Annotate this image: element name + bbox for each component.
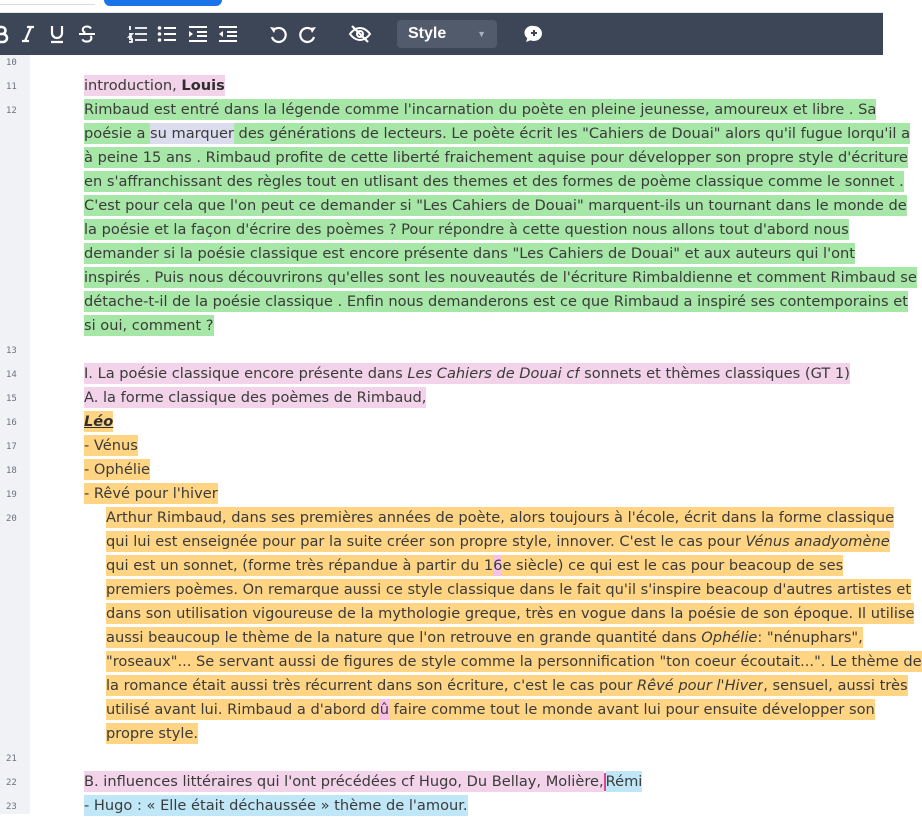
outdent-icon[interactable]: [218, 22, 238, 46]
paragraph-line: [106, 578, 911, 602]
subsection-heading: [84, 770, 642, 794]
line-number: 19: [6, 490, 17, 500]
intro-line: [84, 218, 849, 242]
intro-line-text: poésie a: [84, 125, 151, 142]
style-dropdown[interactable]: [397, 20, 497, 48]
subsection-heading-text: B. influences littéraires qui l'ont précédées cf Hugo, Du Bellay, Molière,: [84, 773, 604, 790]
intro-line-text: Rimbaud est entré dans la légende comme l'incarnation du poète en pleine jeunesse, amoureux et libre . Sa: [84, 101, 877, 118]
intro-heading-text: introduction,: [84, 77, 182, 94]
selected-text: su marquer: [150, 125, 234, 142]
paragraph-line-text: la romance était aussi très récurrent dans son écriture, c'est le cas pour: [106, 677, 638, 694]
intro-line-text: détache-t-il de la poésie classique . Enfin nous demanderons est ce que Rimbaud a inspiré ses contemporains et: [84, 293, 908, 310]
paragraph-line-text: Arthur Rimbaud, dans ses premières années de poète, alors toujours à l'école, écrit dans la forme classique: [106, 509, 895, 526]
intro-line: [84, 170, 904, 194]
paragraph-line: [106, 530, 890, 554]
paragraph-line: [106, 698, 875, 722]
bold-icon[interactable]: [0, 22, 10, 46]
paragraph-line: [106, 722, 198, 746]
list-item: [84, 434, 138, 458]
intro-line: [84, 242, 855, 266]
chevron-down-icon: ▼: [477, 29, 486, 39]
paragraph-line-text: utilisé avant lui. Rimbaud a d'abord d: [106, 701, 380, 718]
italic-icon[interactable]: [20, 22, 36, 46]
intro-line: [84, 122, 910, 146]
paragraph-line: [106, 554, 843, 578]
line-number: 10: [6, 58, 17, 68]
line-number: 12: [6, 106, 17, 116]
line-number: 15: [6, 394, 17, 404]
line-number: 11: [6, 82, 17, 92]
intro-line-text: la poésie et la façon d'écrire des poèmes ? Pour répondre à cette question nous allons tout d'abord nous: [84, 221, 849, 238]
paragraph-line-text: premiers poèmes. On remarque aussi ce style classique dans le fait qu'il s'inspire beacoup d'autres artistes et: [106, 581, 912, 598]
list-item: [84, 482, 218, 506]
line-number: 23: [6, 802, 17, 812]
section-heading-text: I. La poésie classique encore présente dans: [84, 365, 408, 382]
paragraph-line-text: qui est un sonnet, (forme très répandue à partir du 1: [106, 557, 494, 574]
intro-line: [84, 98, 876, 122]
undo-icon[interactable]: [268, 22, 288, 46]
line-number: 13: [6, 346, 17, 356]
style-dropdown-label: Style: [408, 25, 447, 42]
intro-line-text: en s'affranchissant des règles tout en utlisant des themes et des formes de poème classique comme le sonnet .: [84, 173, 904, 190]
intro-line: [84, 290, 908, 314]
comment-highlight: û: [379, 701, 390, 718]
strikethrough-icon[interactable]: [78, 22, 96, 46]
paragraph-line-text: faire comme tout le monde avant lui pour ensuite développer son: [389, 701, 875, 718]
line-number: 17: [6, 442, 17, 452]
paragraph-line: [106, 602, 914, 626]
line-number-gutter: [0, 55, 30, 814]
line-number: 16: [6, 418, 17, 428]
list-item: [84, 458, 150, 482]
intro-line-text: demander si la poésie classique est encore présente dans "Les Cahiers de Douai" et aux auteurs qui l'ont: [84, 245, 856, 262]
title-italic: Ophélie: [701, 629, 758, 646]
line-number: 21: [6, 754, 17, 764]
intro-line-text: à peine 15 ans . Rimbaud profite de cette liberté fraichement aquise pour développer son propre style d'écriture: [84, 149, 908, 166]
subsection-heading-text: A. la forme classique des poèmes de Rimbaud,: [84, 389, 427, 406]
list-item-text: - Vénus: [84, 437, 138, 454]
paragraph-line: [106, 506, 894, 530]
browser-top-strip: [0, 0, 883, 13]
ordered-list-icon[interactable]: [128, 22, 148, 46]
intro-line: [84, 146, 908, 170]
intro-line-text: si oui, comment ?: [84, 317, 214, 334]
intro-line-text: des générations de lecteurs. Le poète écrit les "Cahiers de Douai" alors qu'il fugue lorqu'il a: [233, 125, 911, 142]
author-tag: Louis: [181, 77, 225, 94]
intro-line: [84, 314, 214, 338]
line-number: 22: [6, 778, 17, 788]
paragraph-line-text: , sensuel, aussi très: [763, 677, 908, 694]
indent-icon[interactable]: [188, 22, 208, 46]
eye-off-icon[interactable]: [348, 22, 372, 46]
intro-line: [84, 266, 917, 290]
paragraph-line-text: dans son utilisation vigoureuse de la mythologie greque, très en vogue dans la poésie de son époque. Il utilise: [106, 605, 915, 622]
paragraph-line: [106, 626, 863, 650]
list-item-text: - Hugo: [84, 797, 133, 814]
comment-highlight: 6: [493, 557, 503, 574]
line-number: 14: [6, 370, 17, 380]
author-tag: Rémi: [605, 773, 643, 790]
paragraph-line-text: e siècle) ce qui est le cas pour beacoup de ses: [502, 557, 844, 574]
list-item-text: : « Elle était déchaussée » thème de l'amour.: [132, 797, 468, 814]
top-divider: [0, 0, 95, 5]
intro-line-text: C'est pour cela que l'on peut ce demander si "Les Cahiers de Douai" marquent-ils un tournant dans le monde de: [84, 197, 907, 214]
section-heading-text: sonnets et thèmes classiques (GT 1): [579, 365, 850, 382]
active-tab-indicator[interactable]: [104, 0, 222, 6]
paragraph-line-text: : "nénuphars",: [757, 629, 863, 646]
paragraph-line-text: propre style.: [106, 725, 199, 742]
comment-icon[interactable]: [523, 22, 545, 46]
line-number: 20: [6, 514, 17, 524]
intro-line: [84, 194, 907, 218]
paragraph-line-text: "roseaux"... Se servant aussi de figures de style comme la personnification "ton coeur écoutait...". Le thème de: [106, 653, 922, 670]
underline-icon[interactable]: [48, 22, 66, 46]
section-heading-italic: Les Cahiers de Douai cf: [407, 365, 580, 382]
paragraph-line-text: qui lui est enseignée pour par la suite créer son propre style, innover. C'est le cas pour: [106, 533, 746, 550]
list-item-text: - Ophélie: [84, 461, 150, 478]
paragraph-line-text: aussi beaucoup le thème de la nature que l'on retrouve en grande quantité dans: [106, 629, 702, 646]
list-item-text: - Rêvé pour l'hiver: [84, 485, 218, 502]
intro-heading: [84, 74, 225, 98]
paragraph-line: [106, 650, 922, 674]
author-tag-line: [84, 410, 113, 434]
editor-toolbar: [0, 13, 883, 55]
section-heading: [84, 362, 850, 386]
author-tag: Léo: [84, 413, 114, 430]
intro-line-text: inspirés . Puis nous découvrirons qu'elles sont les nouveautés de l'écriture Rimbaldienne et comment Rimbaud se: [84, 269, 917, 286]
list-item: [84, 794, 468, 818]
bullet-list-icon[interactable]: [157, 22, 177, 46]
subsection-heading: [84, 386, 426, 410]
paragraph-line: [106, 674, 908, 698]
title-italic: Rêvé pour l'Hiver: [637, 677, 764, 694]
line-number: 18: [6, 466, 17, 476]
redo-icon[interactable]: [298, 22, 318, 46]
title-italic: Vénus anadyomène: [745, 533, 890, 550]
